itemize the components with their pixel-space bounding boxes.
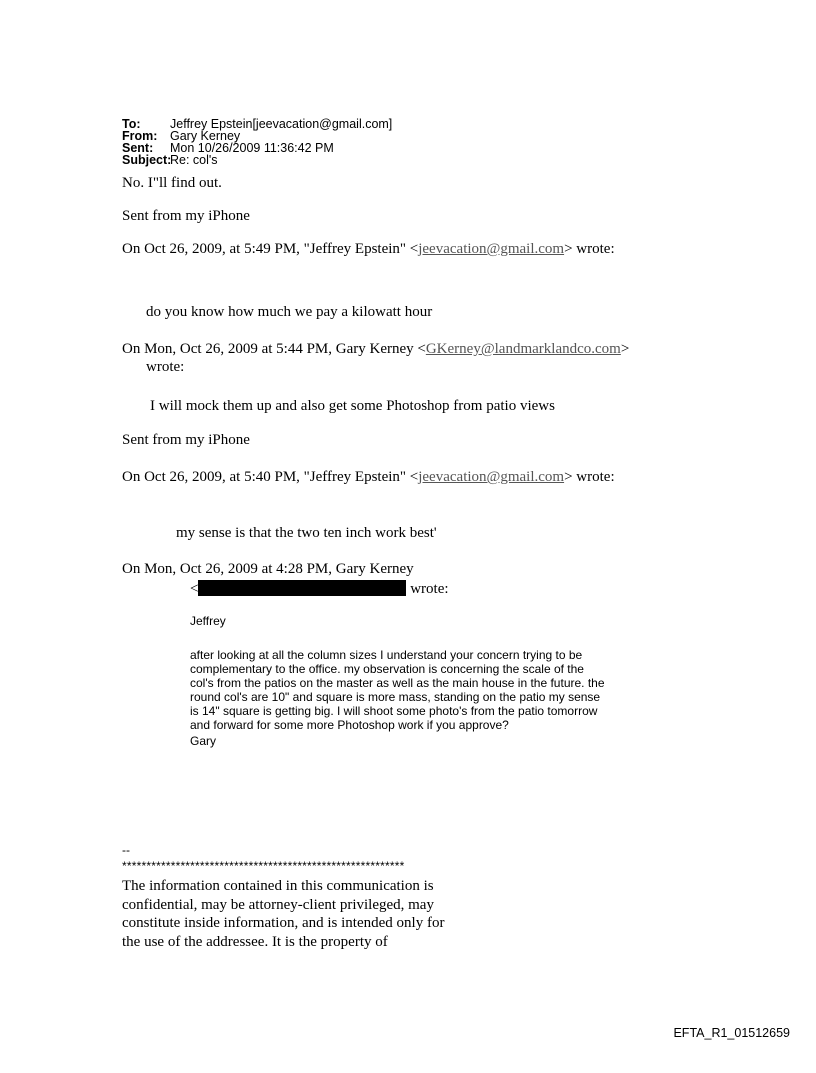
quote-header: On Mon, Oct 26, 2009 at 4:28 PM, Gary Kerney bbox=[122, 561, 414, 577]
quoted-message: I will mock them up and also get some Photoshop from patio views bbox=[150, 398, 555, 414]
redaction-block bbox=[198, 580, 406, 596]
quote-header: On Oct 26, 2009, at 5:40 PM, "Jeffrey Epstein" <jeevacation@gmail.com> wrote: bbox=[122, 469, 615, 485]
quote-wrote-line: < wrote: bbox=[190, 581, 449, 597]
email-link[interactable]: GKerney@landmarklandco.com bbox=[425, 341, 621, 357]
email-link[interactable]: jeevacation@gmail.com bbox=[418, 241, 565, 257]
reply-text: No. I"ll find out. bbox=[122, 175, 222, 191]
quote-header: On Mon, Oct 26, 2009 at 5:44 PM, Gary Kerney <GKerney@landmarklandco.com> bbox=[122, 341, 630, 357]
quoted-paragraph: after looking at all the column sizes I understand your concern trying to be complementary to the office. my observation is concerning the scale of the col's from the patios on the master as well as the main house in the future. the round col's are 10" and square is more mass, standing on the patio my sense is 14" square is getting big. I will shoot some photo's from the patio tomorrow and forward for some more Photoshop work if you approve? Gary bbox=[190, 648, 605, 748]
email-link[interactable]: jeevacation@gmail.com bbox=[418, 469, 565, 485]
confidentiality-disclaimer: The information contained in this communication is confidential, may be attorney-client privileged, may constitute inside information, and is intended only for the use of the addressee. It is the property of bbox=[122, 878, 445, 950]
quoted-message: do you know how much we pay a kilowatt hour bbox=[146, 304, 433, 320]
sign-off: Gary bbox=[190, 734, 217, 748]
sent-row: Sent: Mon 10/26/2009 11:36:42 PM bbox=[122, 141, 334, 155]
greeting: Jeffrey bbox=[190, 614, 226, 628]
signature: Sent from my iPhone bbox=[122, 432, 250, 448]
to-row: To: Jeffrey Epstein[jeevacation@gmail.com] bbox=[122, 117, 393, 131]
signature: Sent from my iPhone bbox=[122, 208, 250, 224]
quote-wrote: wrote: bbox=[146, 359, 185, 375]
separator-stars: ********************************************************** bbox=[122, 859, 405, 873]
quoted-message: my sense is that the two ten inch work best' bbox=[176, 525, 437, 541]
email-header bbox=[122, 118, 392, 166]
subject-row: Subject:Re: col's bbox=[122, 153, 218, 167]
quote-header: On Oct 26, 2009, at 5:49 PM, "Jeffrey Epstein" <jeevacation@gmail.com> wrote: bbox=[122, 241, 615, 257]
from-row: From: Gary Kerney bbox=[122, 129, 241, 143]
separator-dashes: -- bbox=[122, 843, 130, 857]
bates-number: EFTA_R1_01512659 bbox=[673, 1026, 790, 1040]
